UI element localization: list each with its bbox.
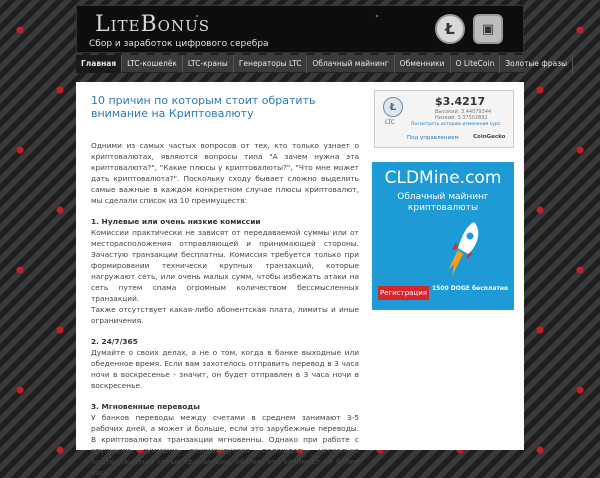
site-header [76,5,524,53]
nav-item-quotes[interactable]: Золотые фразы [500,55,573,73]
price-low: Низкий: 3.37502892 [435,115,488,121]
nav-item-faucets[interactable]: LTC-краны [183,55,234,73]
site-logo[interactable]: LiteBonus [95,12,210,37]
section-heading: 3. Мгновенные переводы [91,402,200,411]
section-heading: 1. Нулевые или очень низкие комиссии [91,217,261,226]
nav-item-exchangers[interactable]: Обменники [395,55,451,73]
nav-item-about[interactable]: О LiteCoin [451,55,501,73]
nav-item-cloud-mining[interactable]: Облачный майнинг [307,55,394,73]
price-widget [374,90,514,148]
section-paragraph: У банков переводы между счетами в среднем занимают 3-5 рабочих дней, а может и больше, если это зарубежные переводы. В криптовалютах транзакции мгновенны. Однако при работе с крупными суммами рекомендуется подождать несколько подтверждений сетью транзакции, обычно это занимает не более часа. [91,413,359,477]
ad-brand: CLDMine.com [384,168,502,188]
register-button[interactable]: Регистрация [378,286,429,300]
nav-item-wallet[interactable]: LTC-кошелёк [122,55,183,73]
litecoin-icon: Ł [435,14,465,44]
powered-by-link[interactable]: Под управлением [407,135,459,141]
site-tagline: Сбор и заработок цифрового серебра [89,39,269,49]
rocket-icon [444,220,484,280]
coingecko-logo[interactable]: CoinGecko [473,134,506,140]
coin-label: LTC [385,119,396,126]
page-wrapper [76,0,568,477]
article-intro: Одними из самых частых вопросов от тех, кто только узнает о криптовалютах, являются вопросы типа "А зачем нужна эта криптовалюта?", "Какие плюсы у криптовалюты?", "Что мне может дать криптовалюта?". Поскольку сходу бывает сложно выделить самые важные в каждом конкретном случае плюсы криптовалют, мы сделали список из 10 преимуществ: [91,141,359,205]
section-paragraph: Думайте о своих делах, а не о том, когда в банке выходные или обеденное время. Если вам захотелось отправить перевод в 3 часа ночи в воскресенье - значит, он будет отправлен в 3 часа ночи в воскресенье. [91,348,359,390]
article-title[interactable]: 10 причин по которым стоит обратить внимание на Криптовалюту [91,94,316,120]
nav-item-home[interactable]: Главная [76,55,122,73]
content-area [76,82,524,477]
section-paragraph: Комиссии практически не зависят от передаваемой суммы или от месторасположения отправляющей и принимающей стороны. Зачастую транзакции бесплатны. Комиссия требуется только при формировании технически крупных транзакций, которые нагружают сеть, или очень малых сумм, чтобы избежать атаки на сеть путем спама огромным количеством бессмысленных транзакций. [91,228,359,303]
main-nav [76,55,568,73]
price-history-link[interactable]: Посмотреть историю изменения курс [411,122,501,127]
wallet-icon: ▣ [473,14,503,44]
article [91,94,359,478]
ad-tagline: Облачный майнинг криптовалюты [397,192,489,213]
nav-item-generators[interactable]: Генераторы LTC [234,55,308,73]
section-paragraph: Также отсутствует какая-либо абонентская плата, лимиты и иные ограничения. [91,305,359,325]
cldmine-ad-banner[interactable] [372,162,514,310]
section-heading: 2. 24/7/365 [91,337,138,346]
litecoin-icon: Ł [383,97,403,117]
price-high: Высокий: 3.44079344 [435,109,492,115]
coin-price: $3.4217 [435,95,486,108]
ad-bonus-text: 1500 DOGE бесплатно [432,285,509,292]
